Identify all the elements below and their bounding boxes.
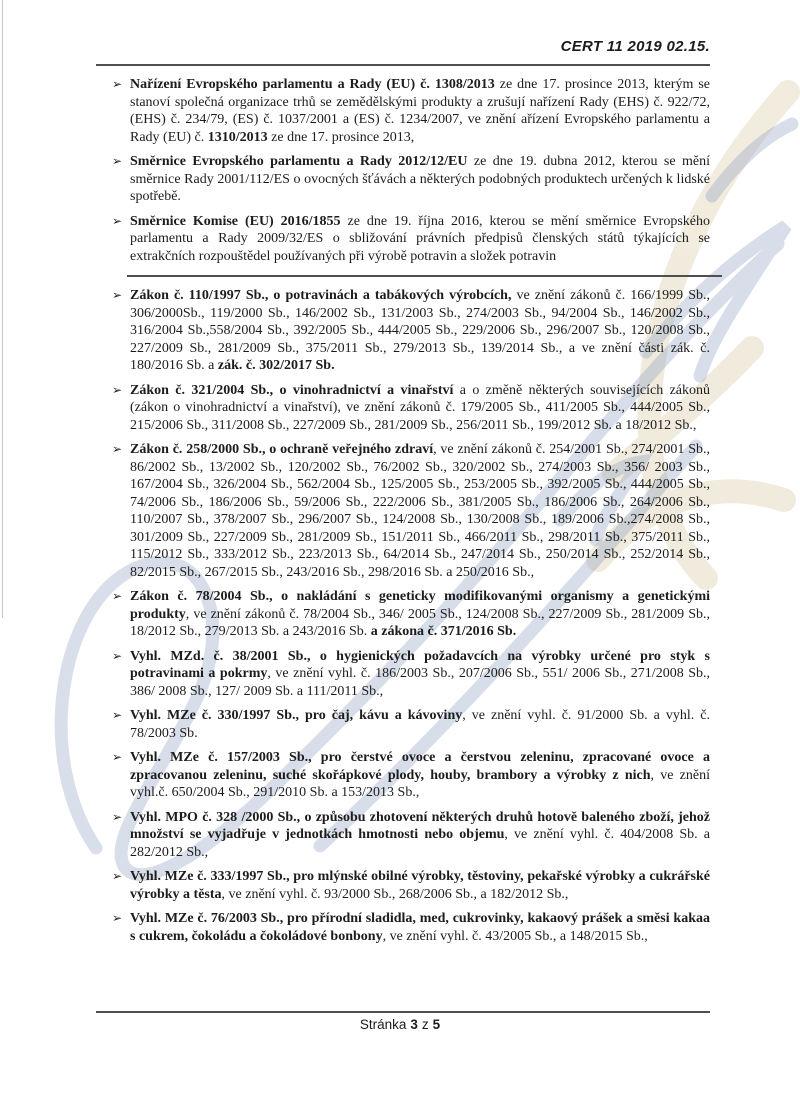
legal-reference-item [96,809,710,862]
bullet-arrow-icon: ➢ [112,869,123,883]
eu-regulations-list [96,76,710,265]
legal-reference-item [96,287,710,375]
legal-reference-item [96,648,710,701]
legal-reference-item [96,910,710,945]
bullet-arrow-icon: ➢ [112,382,123,397]
legal-reference-item [96,588,710,641]
footer-divider [96,1011,710,1013]
reference-text: Zákon č. 321/2004 Sb., o vinohradnictví a vinařství a o změně některých souvisejících zákonů (zákon o vinohradnictví a vinařství), ve znění zákonů č. 179/2005 Sb., 411/2005 Sb., 444/2005 Sb., 215/2006 Sb., 311/2008 Sb., 227/2009 Sb., 281/2009 Sb., 256/2011 Sb., 199/2012 Sb. a 18/2012 Sb., [130,382,710,433]
header-divider [96,64,710,66]
bullet-arrow-icon: ➢ [112,648,123,663]
bullet-arrow-icon: ➢ [112,213,123,228]
footer-page-number: 3 [410,1017,418,1032]
bullet-arrow-icon: ➢ [112,288,123,302]
reference-text: Vyhl. MZe č. 76/2003 Sb., pro přírodní sladidla, med, cukrovinky, kakaový prášek a směsi kakaa s cukrem, čokoládu a čokoládové bonbony, ve znění vyhl. č. 43/2005 Sb., a 148/2015 Sb., [130,911,710,944]
reference-text: Směrnice Evropského parlamentu a Rady 2012/12/EU ze dne 19. dubna 2012, kterou se mění směrnice Rady 2001/112/ES o ovocných šťávách a některých podobných produktech určených k lidské spotřebě. [130,154,710,204]
document-content [96,0,710,945]
bullet-arrow-icon: ➢ [112,442,123,456]
reference-text: Vyhl. MZe č. 157/2003 Sb., pro čerstvé ovoce a čerstvou zeleninu, zpracované ovoce a zpracovanou zeleninu, suché skořápkové plody, houby, brambory a výrobky z nich, ve znění vyhl.č. 650/2004 Sb., 291/2010 Sb. a 153/2013 Sb., [130,750,711,800]
footer-word-page: Stránka [359,1017,407,1032]
footer-separator: z [421,1017,429,1032]
section-divider [127,275,722,277]
scan-edge-artifact [2,0,3,618]
reference-text: Nařízení Evropského parlamentu a Rady (EU) č. 1308/2013 ze dne 17. prosince 2013, kterým se stanoví společná organizace trhů se zemědělskými produkty a zrušují nařízení Rady (EHS) č. 922/72, (EHS) č. 234/79, (ES) č. 1037/2001 a (ES) č. 1234/2007, ve znění ařízení Evropského parlamentu a Rady (EU) č. 1310/2013 ze dne 17. prosince 2013, [130,77,710,145]
reference-text: Směrnice Komise (EU) 2016/1855 ze dne 19. října 2016, kterou se mění směrnice Evropského parlamentu a Rady 2009/32/ES o sbližování právních předpisů členských států týkajících se extrakčních rozpouštědel používaných při výrobě potravin a složek potravin [130,213,710,264]
reference-text: Zákon č. 110/1997 Sb., o potravinách a tabákových výrobcích, ve znění zákonů č. 166/1999 Sb., 306/2000Sb., 119/2000 Sb., 146/2002 Sb., 131/2003 Sb., 274/2003 Sb., 94/2004 Sb., 146/2002 Sb., 316/2004 Sb.,558/2004 Sb., 392/2005 Sb., 444/2005 Sb., 229/2006 Sb., 296/2007 Sb., 120/2008 Sb., 227/2009 Sb., 281/2009 Sb., 375/2011 Sb., 279/2013 Sb., 139/2014 Sb., a ve znění části zák. č. 180/2016 Sb. a zák. č. 302/2017 Sb. [130,288,710,373]
legal-reference-item [96,749,710,802]
footer-total-pages: 5 [432,1017,441,1032]
bullet-arrow-icon: ➢ [112,750,123,764]
national-laws-list [96,287,710,945]
reference-text: Vyhl. MZe č. 333/1997 Sb., pro mlýnské obilné výrobky, těstoviny, pekařské výrobky a cukrářské výrobky a těsta, ve znění vyhl. č. 93/2000 Sb., 268/2006 Sb., a 182/2012 Sb., [130,869,710,902]
reference-text: Zákon č. 258/2000 Sb., o ochraně veřejného zdraví, ve znění zákonů č. 254/2001 Sb., 274/2001 Sb., 86/2002 Sb., 13/2002 Sb., 120/2002 Sb., 76/2002 Sb., 320/2002 Sb., 274/2003 Sb., 356/ 2003 Sb., 167/2004 Sb., 326/2004 Sb., 562/2004 Sb., 125/2005 Sb., 253/2005 Sb., 392/2005 Sb., 444/2005 Sb., 74/2006 Sb., 186/2006 Sb., 59/2006 Sb., 222/2006 Sb., 381/2005 Sb., 186/2006 Sb., 264/2006 Sb., 110/2007 Sb., 378/2007 Sb., 296/2007 Sb., 124/2008 Sb., 130/2008 Sb., 189/2006 Sb.,274/2008 Sb., 301/2009 Sb., 227/2009 Sb., 281/2009 Sb., 151/2011 Sb., 466/2011 Sb., 298/2011 Sb., 375/2011 Sb., 115/2012 Sb., 333/2012 Sb., 223/2013 Sb., 64/2014 Sb., 247/2014 Sb., 250/2014 Sb., 252/2014 Sb., 82/2015 Sb., 267/2015 Sb., 243/2016 Sb., 298/2016 Sb. a 250/2016 Sb., [130,442,711,580]
legal-reference-item [96,153,710,206]
reference-text: Vyhl. MZd. č. 38/2001 Sb., o hygienických požadavcích na výrobky určené pro styk s potravinami a pokrmy, ve znění vyhl. č. 186/2003 Sb., 207/2006 Sb., 551/ 2006 Sb., 271/2008 Sb., 386/ 2008 Sb., 127/ 2009 Sb. a 111/2011 Sb., [130,648,710,699]
reference-text: Vyhl. MZe č. 330/1997 Sb., pro čaj, kávu a kávoviny, ve znění vyhl. č. 91/2000 Sb. a vyhl. č. 78/2003 Sb. [130,708,710,741]
bullet-arrow-icon: ➢ [112,809,123,824]
reference-text: Zákon č. 78/2004 Sb., o nakládání s geneticky modifikovanými organismy a genetickými produkty, ve znění zákonů č. 78/2004 Sb., 346/ 2005 Sb., 124/2008 Sb., 227/2009 Sb., 281/2009 Sb., 18/2012 Sb., 279/2013 Sb. a 243/2016 Sb. a zákona č. 371/2016 Sb. [130,589,710,639]
legal-reference-item [96,707,710,742]
legal-reference-item [96,441,710,581]
bullet-arrow-icon: ➢ [112,589,123,603]
bullet-arrow-icon: ➢ [112,911,123,925]
bullet-arrow-icon: ➢ [112,77,123,91]
bullet-arrow-icon: ➢ [112,154,123,168]
legal-reference-item [96,382,710,435]
reference-text: Vyhl. MPO č. 328 /2000 Sb., o způsobu zhotovení některých druhů hotově baleného zboží, jehož množství se vyjadřuje v jednotkách hmotnosti nebo objemu, ve znění vyhl. č. 404/2008 Sb. a 282/2012 Sb., [130,809,710,860]
legal-reference-item [96,213,710,266]
legal-reference-item [96,76,710,146]
legal-reference-item [96,868,710,903]
bullet-arrow-icon: ➢ [112,708,123,722]
page-footer [0,1017,800,1032]
document-code-header: CERT 11 2019 02.15. [560,38,710,55]
